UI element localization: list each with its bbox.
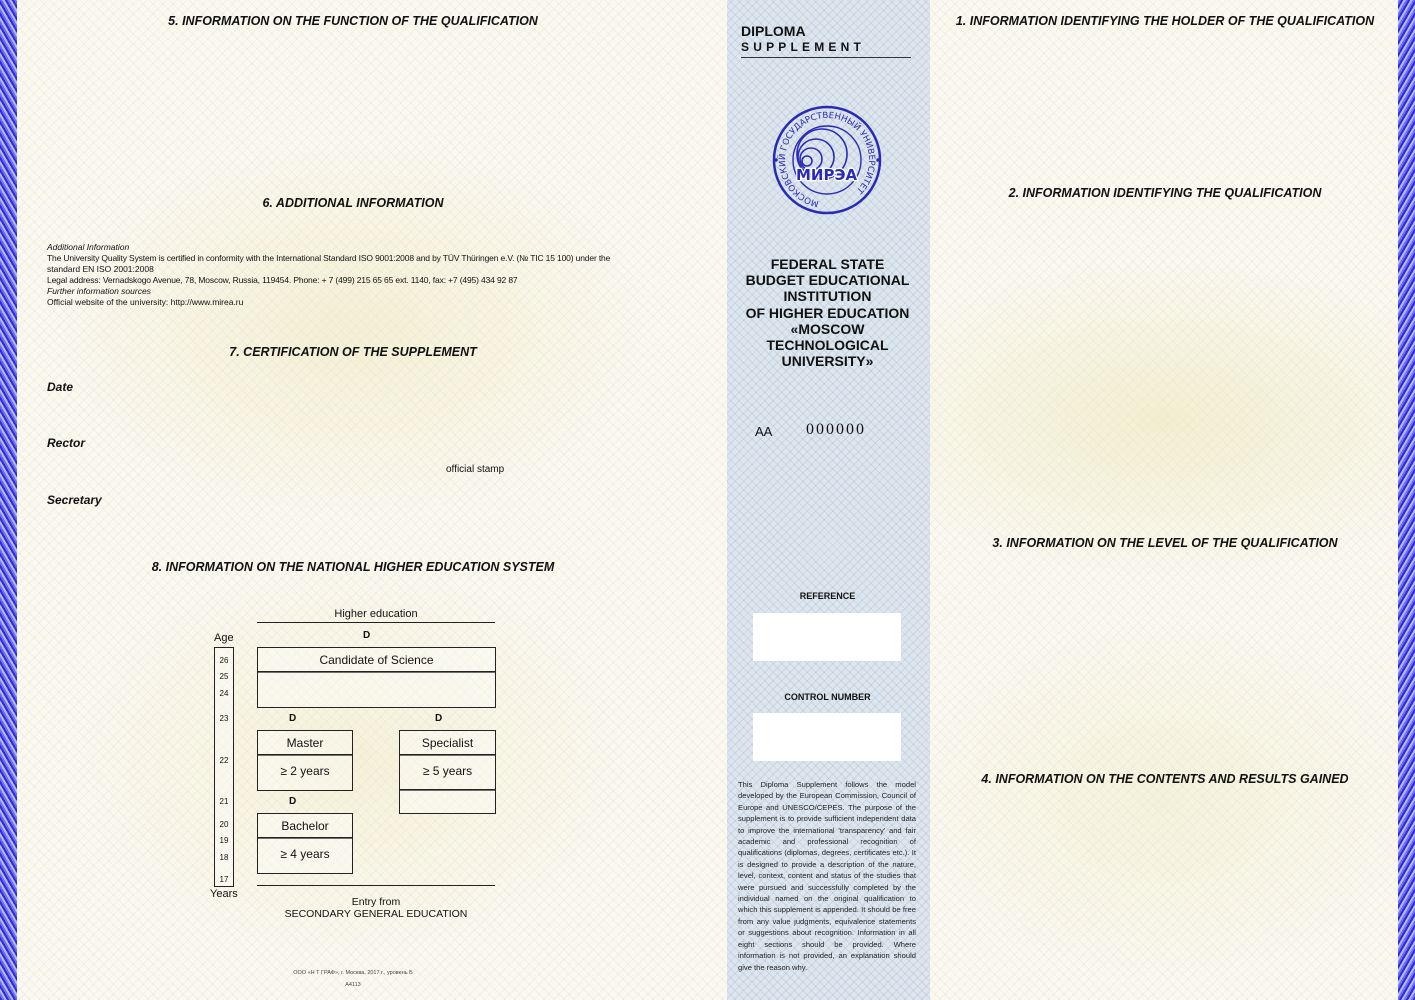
age-label: Age [214,632,234,644]
age-tick: 21 [219,797,229,806]
bachelor-duration-box [257,837,353,874]
diploma-title: DIPLOMA [741,23,806,39]
candidate-label: Candidate of Science [319,653,434,667]
specialist-extra-box [399,789,496,814]
age-tick: 18 [219,853,229,862]
higher-education-label: Higher education [334,608,418,620]
section2-title: 2. INFORMATION IDENTIFYING THE QUALIFICATION [1008,186,1322,200]
section1-title: 1. INFORMATION IDENTIFYING THE HOLDER OF THE QUALIFICATION [955,14,1375,28]
master-duration: ≥ 2 years [280,764,330,778]
age-tick: 20 [219,820,229,829]
age-tick: 19 [219,836,229,845]
control-number-label: CONTROL NUMBER [784,692,871,702]
master-box [257,730,353,756]
secondary-education-text: SECONDARY GENERAL EDUCATION [284,908,468,920]
age-tick: 24 [219,689,229,698]
specialist-duration: ≥ 5 years [422,764,473,778]
specialist-duration-box [399,754,496,791]
reference-label: REFERENCE [799,591,856,601]
reference-field [753,613,901,661]
bachelor-box [257,813,353,839]
section6-title: 6. ADDITIONAL INFORMATION [262,196,444,210]
legal-address-text: Legal address: Vernadskogo Avenue, 78, Moscow, Russia, 119454. Phone: + 7 (499) 215 65 65 ext. 1140, fax: +7 (495) 434 92 87 [47,275,518,285]
iso-standard-text: standard EN ISO 2001:2008 [47,264,154,274]
entry-from-text: Entry from [351,896,401,908]
section8-title: 8. INFORMATION ON THE NATIONAL HIGHER EDUCATION SYSTEM [151,560,555,574]
seal-outer-ring [774,107,880,213]
title-underline [741,57,911,58]
d-mark-specialist: D [435,713,443,724]
d-mark-master: D [289,713,297,724]
institution-line: UNIVERSITY» [781,353,874,370]
institution-line: INSTITUTION [783,288,872,305]
entry-label [257,896,495,920]
rector-label: Rector [47,436,86,450]
secretary-label: Secretary [47,493,102,507]
age-scale [214,647,234,887]
right-guilloche-border [1398,0,1415,1000]
series-label: AA [755,424,773,439]
further-sources-heading: Further information sources [47,286,151,296]
bachelor-label: Bachelor [281,819,329,833]
specialist-box [399,730,496,756]
section7-title: 7. CERTIFICATION OF THE SUPPLEMENT [229,345,477,359]
printer-code: А4113 [345,982,361,988]
institution-line: TECHNOLOGICAL [766,337,889,354]
secondary-education-line [257,885,495,886]
section3-title: 3. INFORMATION ON THE LEVEL OF THE QUALIFICATION [992,536,1338,550]
quality-system-text: The University Quality System is certified in conformity with the International Standard ISO 9001:2008 and by TÜV Thüringen e.V. (№ TIC 15 100) under the [47,253,611,263]
institution-line: FEDERAL STATE [770,256,885,272]
supplement-title: SUPPLEMENT [741,40,866,54]
age-tick: 26 [219,656,229,665]
institution-line: OF HIGHER EDUCATION [745,304,910,321]
control-number-field [753,713,901,761]
master-duration-box [257,754,353,791]
date-label: Date [47,380,74,394]
additional-info-heading: Additional Information [47,242,130,252]
seal-ring-text: МОСКОВСКИЙ ГОСУДАРСТВЕННЫЙ УНИВЕРСИТЕТ [777,110,877,209]
specialist-label: Specialist [421,736,474,750]
d-mark-candidate: D [363,630,371,641]
bachelor-duration: ≥ 4 years [280,847,330,861]
years-label: Years [210,888,238,900]
left-guilloche-border [0,0,17,1000]
seal-logo-text: МИРЭА [796,166,858,184]
candidate-box [257,647,496,673]
institution-line: BUDGET EDUCATIONAL [745,272,910,289]
supplement-disclaimer: This Diploma Supplement follows the model developed by the European Commission, Council of Europe and UNESCO/CEPES. The purpose of the supplement is to provide sufficient independent data to improve the international 'transparency' and fair academic and professional recognition of qualifications (diplomas, degrees, certificates etc.). It is designed to provide a description of the nature, level, context, content and status of the studies that were pursued and successfully completed by the individual named on the original qualification to which this supplement is appended. It should be free from any value judgments, equivalence statements or suggestions about recognition. Information in all eight sections should be provided. Where information is not provided, an explanation should give the reason why. [738,780,916,972]
d-mark-bachelor: D [289,796,297,807]
age-tick: 23 [219,714,229,723]
master-label: Master [286,736,324,750]
university-seal [770,104,884,216]
additional-info-block [47,242,687,308]
serial-number: 000000 [806,421,866,438]
section4-title: 4. INFORMATION ON THE CONTENTS AND RESULTS GAINED [981,772,1349,786]
age-tick: 22 [219,756,229,765]
institution-name [731,256,924,369]
official-stamp-label: official stamp [446,464,505,475]
section5-title: 5. INFORMATION ON THE FUNCTION OF THE QUALIFICATION [168,14,538,28]
age-tick: 17 [219,875,229,884]
institution-line: «MOSCOW [790,320,865,337]
official-website-text: Official website of the university: http://www.mirea.ru [47,297,244,307]
age-tick: 25 [219,672,229,681]
printer-imprint: ООО «Н Т ГРАФ», г. Москва, 2017 г., уровень Б [293,970,413,976]
higher-education-line [257,622,495,623]
candidate-duration-box [257,671,496,708]
